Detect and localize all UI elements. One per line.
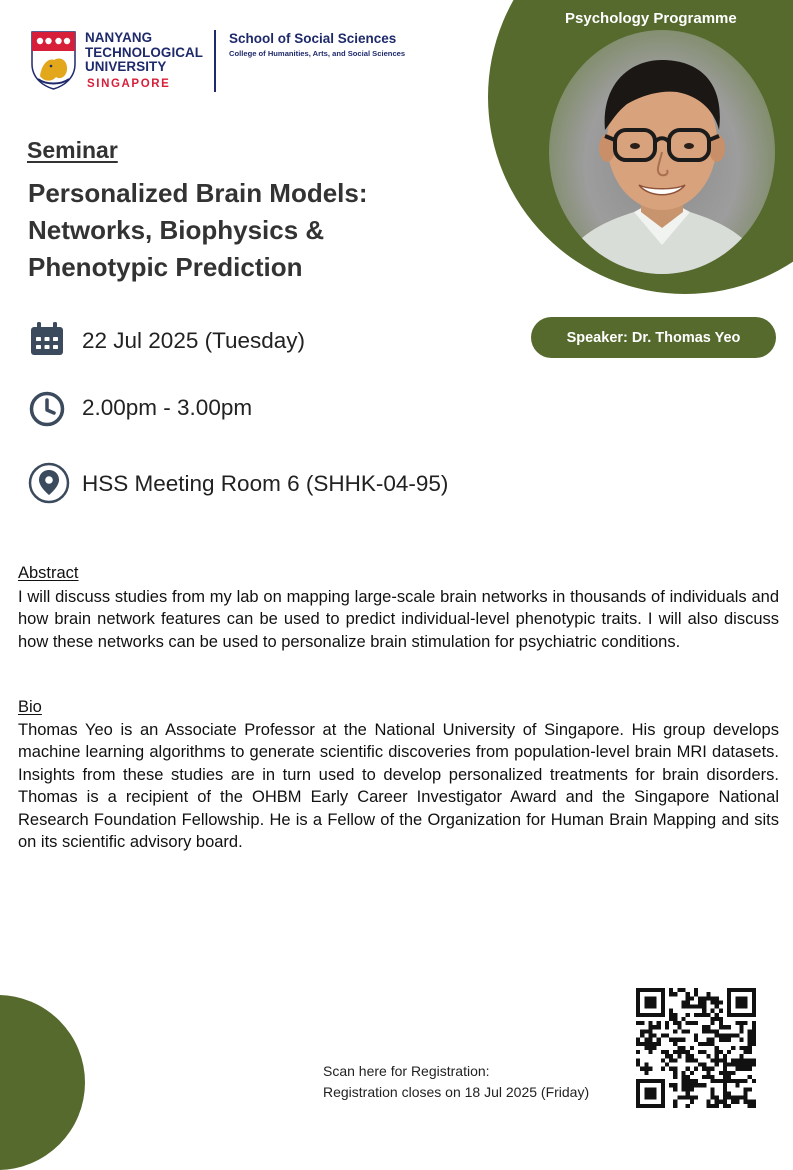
talk-title-line-1: Personalized Brain Models:: [28, 178, 368, 208]
bio-text: Thomas Yeo is an Associate Professor at the National University of Singapore. His group develops machine learning algorithms to generate scientific discoveries from population-level brain MRI datasets. Insights from these studies are in turn used to develop personalized treatments for brain disorders. Thomas is a recipient of the OHBM Early Career Investigator Award and the Singapore National Research Foundation Fellowship. He is a Fellow of the Organization for Human Brain Mapping and sits on its scientific advisory board.: [18, 721, 779, 852]
event-date: 22 Jul 2025 (Tuesday): [82, 328, 306, 353]
abstract-heading: Abstract: [18, 564, 79, 582]
university-name-line-3: UNIVERSITY: [85, 59, 167, 75]
university-name: [85, 31, 207, 75]
calendar-icon: [28, 320, 66, 358]
decorative-corner-circle: [0, 995, 85, 1170]
university-name-line-1: NANYANG: [85, 30, 153, 45]
seminar-label: Seminar: [27, 137, 118, 163]
event-venue: HSS Meeting Room 6 (SHHK-04-95): [82, 471, 449, 496]
logo-divider: [214, 30, 216, 92]
registration-closing-note: Registration closes on 18 Jul 2025 (Friday): [323, 1084, 590, 1100]
programme-label: Psychology Programme: [565, 10, 737, 27]
registration-qr-code[interactable]: [636, 988, 756, 1108]
clock-icon: [28, 390, 66, 428]
ntu-logo-shield: [30, 30, 77, 90]
speaker-name: Speaker: Dr. Thomas Yeo: [566, 329, 741, 346]
university-country: SINGAPORE: [87, 78, 171, 90]
speaker-badge: [531, 317, 776, 358]
talk-title-line-2: Networks, Biophysics &: [28, 215, 325, 245]
school-name: School of Social Sciences: [229, 31, 397, 46]
registration-scan-label: Scan here for Registration:: [323, 1063, 490, 1079]
event-time: 2.00pm - 3.00pm: [82, 395, 253, 420]
college-name: College of Humanities, Arts, and Social Sciences: [229, 49, 406, 58]
speaker-photo: [549, 30, 775, 274]
talk-title: [28, 175, 448, 286]
talk-title-line-3: Phenotypic Prediction: [28, 252, 303, 282]
abstract-text: I will discuss studies from my lab on mapping large-scale brain networks in thousands of individuals and how brain network features can be used to predict individual-level phenotypic traits. I will also discuss how these networks can be used to personalize brain stimulation for psychiatric conditions.: [18, 588, 779, 651]
university-name-line-2: TECHNOLOGICAL: [85, 44, 204, 60]
bio-heading: Bio: [18, 698, 42, 716]
location-pin-icon: [28, 462, 66, 500]
